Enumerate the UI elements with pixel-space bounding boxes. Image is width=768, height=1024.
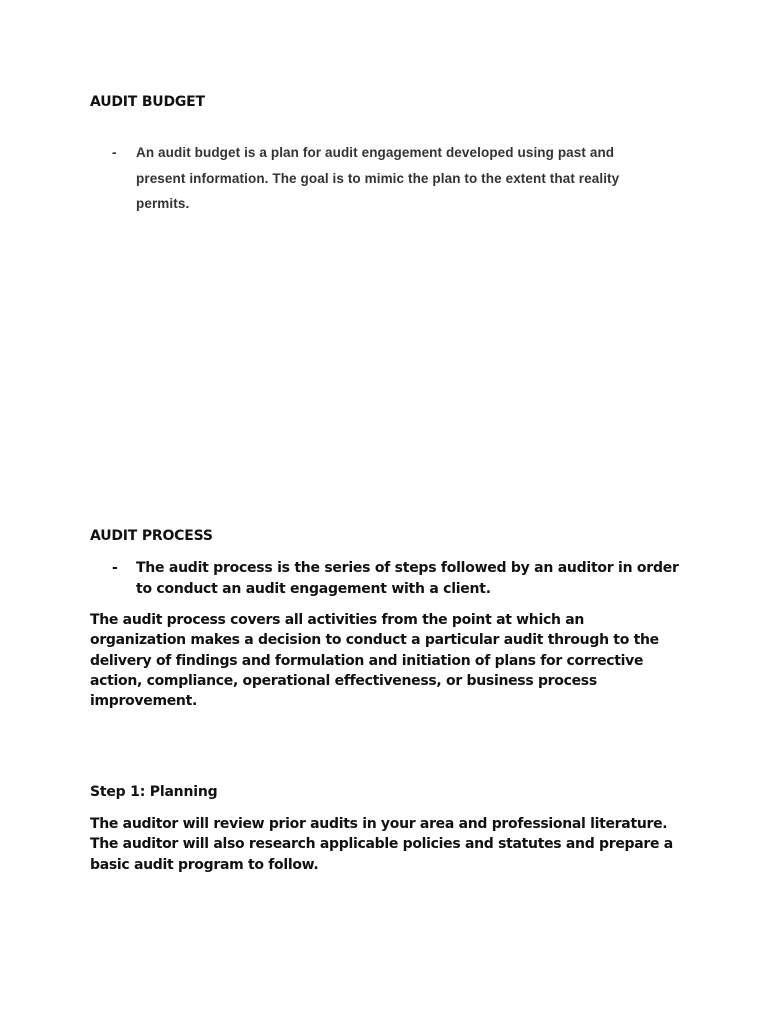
audit-budget-heading: AUDIT BUDGET [90,94,205,110]
audit-process-paragraph: The audit process covers all activities from the point at which an organization makes a decision to conduct a particular audit through to the delivery of findings and formulation and initiation of plans for corrective action, compliance, operational effectiveness, or business process improvement. [90,612,659,710]
audit-process-definition: The audit process is the series of steps followed by an auditor in order to conduct an audit engagement with a client. [136,560,679,597]
bullet-marker: - [112,145,117,160]
audit-process-bullet [112,558,682,600]
audit-budget-bullet [112,140,672,217]
step-1-heading: Step 1: Planning [90,784,218,800]
step-1-paragraph: The auditor will review prior audits in your area and professional literature. The auditor will also research applicable policies and statutes and prepare a basic audit program to follow. [90,816,673,873]
bullet-marker: - [112,560,118,576]
audit-budget-definition: An audit budget is a plan for audit engagement developed using past and present information. The goal is to mimic the plan to the extent that reality permits. [136,145,620,211]
audit-process-heading: AUDIT PROCESS [90,528,213,544]
